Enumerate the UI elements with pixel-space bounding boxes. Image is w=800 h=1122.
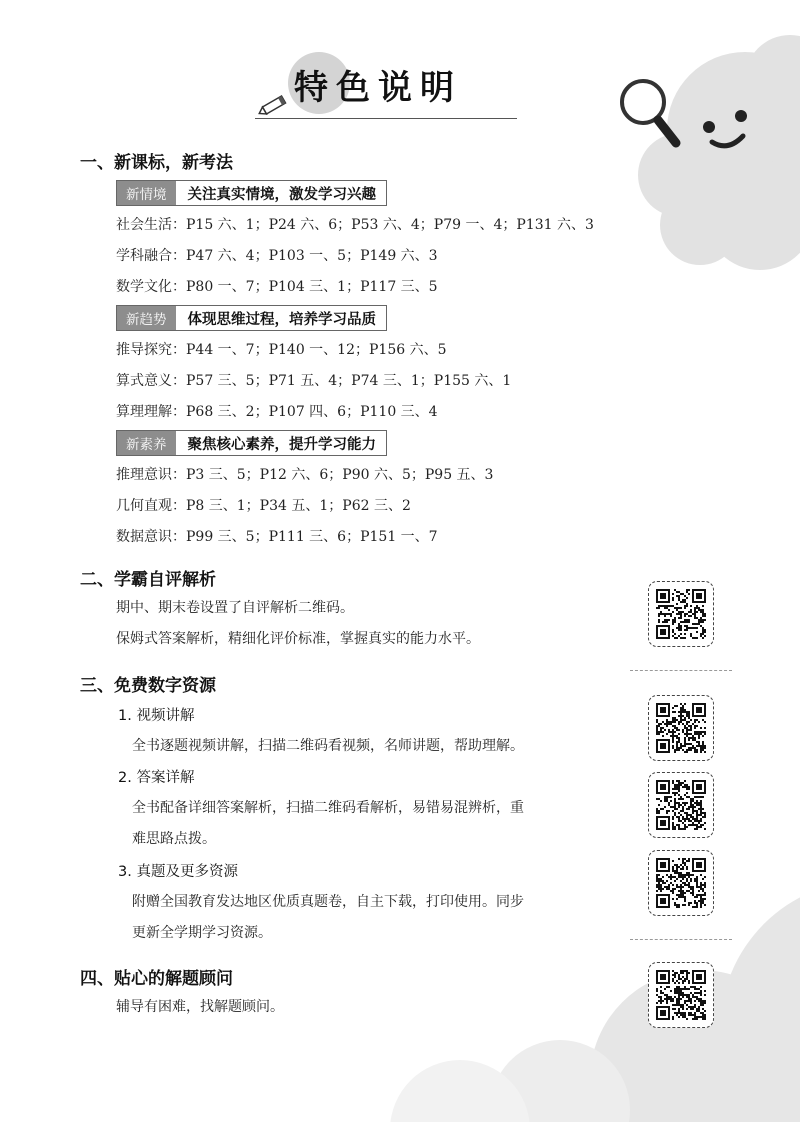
qr-code-icon — [656, 970, 706, 1020]
body-line: 全书逐题视频讲解，扫描二维码看视频，名师讲题，帮助理解。 — [132, 738, 524, 754]
qr-code-card[interactable] — [648, 850, 714, 916]
body-line: 保姆式答案解析，精细化评价标准，掌握真实的能力水平。 — [116, 631, 480, 647]
tag-bar — [116, 430, 387, 456]
tag-text: 聚焦核心素养，提升学习能力 — [187, 436, 376, 453]
reference-line: 数学文化：P80 一、7；P104 三、1；P117 三、5 — [116, 279, 438, 295]
body-line: 辅导有困难，找解题顾问。 — [116, 999, 284, 1015]
qr-code-icon — [656, 589, 706, 639]
subsection-title: 2. 答案详解 — [118, 770, 195, 786]
tag-bar — [116, 305, 387, 331]
tag-bar — [116, 180, 387, 206]
qr-code-card[interactable] — [648, 581, 714, 647]
reference-line: 数据意识：P99 三、5；P111 三、6；P151 一、7 — [116, 529, 438, 545]
reference-line: 算式意义：P57 三、5；P71 五、4；P74 三、1；P155 六、1 — [116, 373, 512, 389]
section-title: 四、贴心的解题顾问 — [80, 969, 233, 989]
qr-code-icon — [656, 858, 706, 908]
qr-code-card[interactable] — [648, 772, 714, 838]
qr-code-icon — [656, 703, 706, 753]
page-title: 特色说明 — [294, 68, 462, 108]
reference-line: 算理理解：P68 三、2；P107 四、6；P110 三、4 — [116, 404, 438, 420]
reference-line: 推导探究：P44 一、7；P140 一、12；P156 六、5 — [116, 342, 447, 358]
section-title: 三、免费数字资源 — [80, 676, 216, 696]
reference-line: 学科融合：P47 六、4；P103 一、5；P149 六、3 — [116, 248, 438, 264]
section-title: 一、新课标，新考法 — [80, 153, 233, 173]
body-line: 更新全学期学习资源。 — [132, 925, 272, 941]
tag-label: 新趋势 — [117, 306, 176, 330]
dashed-divider — [630, 670, 732, 671]
subsection-title: 3. 真题及更多资源 — [118, 864, 238, 880]
tag-text: 关注真实情境，激发学习兴趣 — [187, 186, 376, 203]
tag-label: 新情境 — [117, 181, 176, 205]
subsection-title: 1. 视频讲解 — [118, 708, 195, 724]
tag-label: 新素养 — [117, 431, 176, 455]
body-line: 全书配备详细答案解析，扫描二维码看解析，易错易混辨析，重 — [132, 800, 524, 816]
reference-line: 几何直观：P8 三、1；P34 五、1；P62 三、2 — [116, 498, 411, 514]
qr-code-icon — [656, 780, 706, 830]
body-line: 期中、期末卷设置了自评解析二维码。 — [116, 600, 354, 616]
reference-line: 推理意识：P3 三、5；P12 六、6；P90 六、5；P95 五、3 — [116, 467, 494, 483]
reference-line: 社会生活：P15 六、1；P24 六、6；P53 六、4；P79 一、4；P131 六、3 — [116, 217, 594, 233]
qr-code-card[interactable] — [648, 962, 714, 1028]
dashed-divider — [630, 939, 732, 940]
tag-text: 体现思维过程，培养学习品质 — [187, 311, 376, 328]
qr-code-card[interactable] — [648, 695, 714, 761]
body-line: 难思路点拨。 — [132, 831, 216, 847]
body-line: 附赠全国教育发达地区优质真题卷，自主下载，打印使用。同步 — [132, 894, 524, 910]
section-title: 二、学霸自评解析 — [80, 570, 216, 590]
